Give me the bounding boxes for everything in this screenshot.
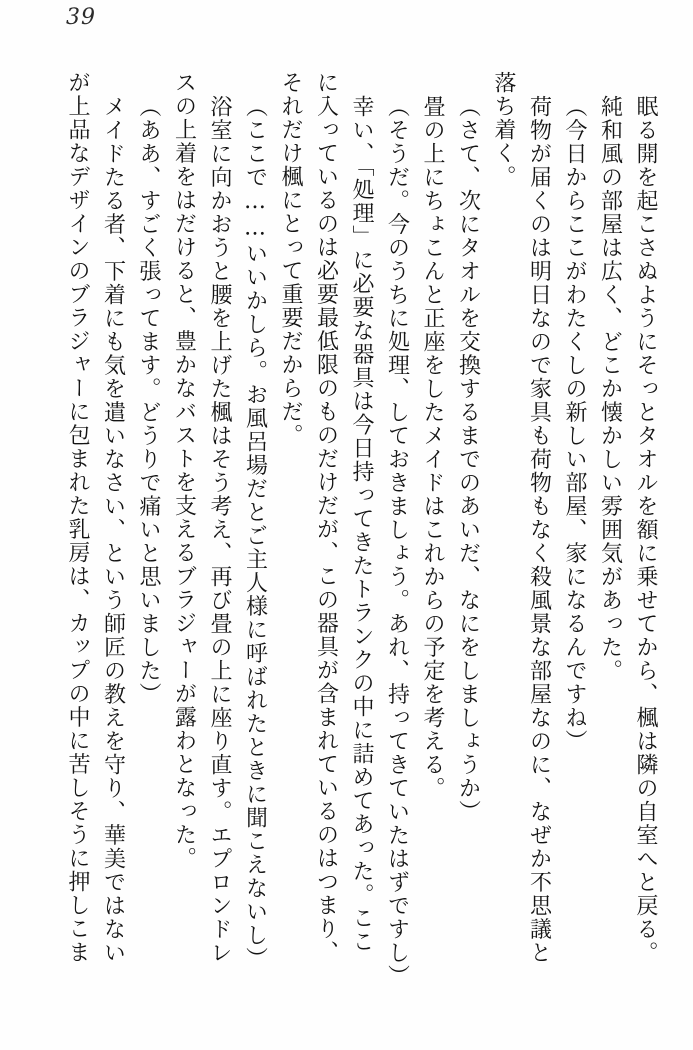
text-line: 幸い、「処理」に必要な器具は今日持ってきたトランクの中に詰めてあった。ここ	[349, 94, 374, 953]
text-line: が上品なデザインのブラジャーに包まれた乳房は、カップの中に苦しそうに押しこま	[65, 71, 90, 964]
page-number: 39	[66, 5, 96, 30]
text-line: （今日からここがわたくしの新しい部屋、家になるんですね）	[562, 94, 587, 753]
text-line: 落ち着く。	[491, 71, 516, 189]
text-line: メイドたる者、下着にも気を遣いなさい、という師匠の教えを守り、華美ではない	[100, 94, 126, 964]
text-line: 荷物が届くのは明日なので家具も荷物もなく殺風景な部屋なのに、なぜか不思議と	[526, 94, 552, 964]
text-line: それだけ楓にとって重要だからだ。	[278, 71, 303, 447]
text-line: （さて、次にタオルを交換するまでのあいだ、なにをしましょうか）	[455, 94, 481, 823]
text-line: （ああ、すごく張ってます。どうりで痛いと思いました）	[136, 94, 161, 706]
text-line: （ここで……いいかしら。お風呂場だとご主人様に呼ばれたときに聞こえないし）	[242, 94, 268, 970]
text-line: （そうだ。今のうちに処理、しておきましょう。あれ、持ってきていたはずですし）	[384, 94, 410, 988]
text-line: 純和風の部屋は広く、どこか懐かしい雰囲気があった。	[597, 94, 623, 682]
text-block	[60, 71, 664, 988]
text-line: 畳の上にちょこんと正座をしたメイドはこれからの予定を考える。	[420, 94, 445, 800]
text-line: 眠る開を起こさぬようにそっとタオルを額に乗せてから、楓は隣の自室へと戻る。	[633, 94, 658, 964]
text-line: に入っているのは必要最低限のものだけだが、この器具が含まれているのはつまり、	[313, 71, 339, 964]
text-line: スの上着をはだけると、豊かなバストを支えるブラジャーが露わとなった。	[171, 71, 197, 870]
text-line: 浴室に向かおうと腰を上げた楓はそう考え、再び畳の上に座り直す。エプロンドレ	[207, 94, 232, 964]
